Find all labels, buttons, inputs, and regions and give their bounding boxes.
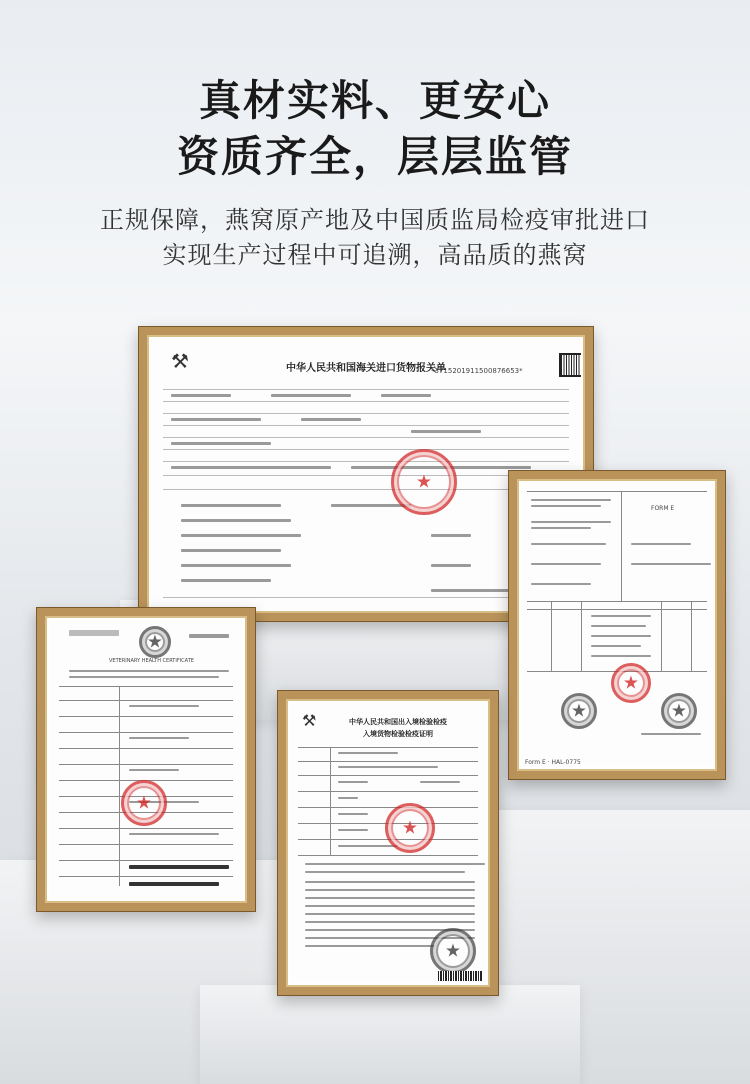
inspection-red-stamp xyxy=(385,803,435,853)
customs-declaration-number: *3715201911500876653* xyxy=(431,367,523,375)
inspection-barcode xyxy=(438,971,482,981)
origin-certificate-frame xyxy=(508,470,726,780)
customs-seal-stamp xyxy=(391,449,457,515)
origin-red-stamp xyxy=(611,663,651,703)
veterinary-certificate-document xyxy=(49,620,243,899)
origin-emblem-stamp xyxy=(561,693,597,729)
headline-line-2: 资质齐全，层层监管 xyxy=(176,132,573,181)
origin-emblem-stamp-2 xyxy=(661,693,697,729)
pedestal-center xyxy=(200,985,580,1084)
inspection-certificate-frame xyxy=(277,690,499,996)
veterinary-certificate-header: VETERINARY HEALTH CERTIFICATE xyxy=(109,658,194,664)
origin-certificate-document xyxy=(521,483,713,767)
veterinary-red-stamp xyxy=(121,780,167,826)
inspection-certificate-document xyxy=(290,703,486,983)
inspection-gray-stamp xyxy=(430,928,476,974)
qr-code-icon xyxy=(559,353,581,377)
veterinary-emblem-stamp xyxy=(139,626,171,658)
origin-certificate-header: FORM E xyxy=(651,505,675,512)
subtitle-line-1: 正规保障，燕窝原产地及中国质监局检疫审批进口 xyxy=(100,206,650,234)
origin-footer-code: Form E · HAL-0775 xyxy=(525,759,581,766)
customs-declaration-title: 中华人民共和国海关进口货物报关单 xyxy=(286,363,446,374)
inspection-title-1: 中华人民共和国出入境检验检疫 xyxy=(349,718,447,726)
veterinary-certificate-frame xyxy=(36,607,256,912)
headline-line-1: 真材实料、更安心 xyxy=(198,76,551,125)
inspection-emblem-icon: ⚒ xyxy=(302,711,317,730)
customs-emblem-icon: ⚒ xyxy=(171,349,189,373)
inspection-title-2: 入境货物检验检疫证明 xyxy=(363,730,433,738)
subtitle-line-2: 实现生产过程中可追溯，高品质的燕窝 xyxy=(162,241,588,269)
